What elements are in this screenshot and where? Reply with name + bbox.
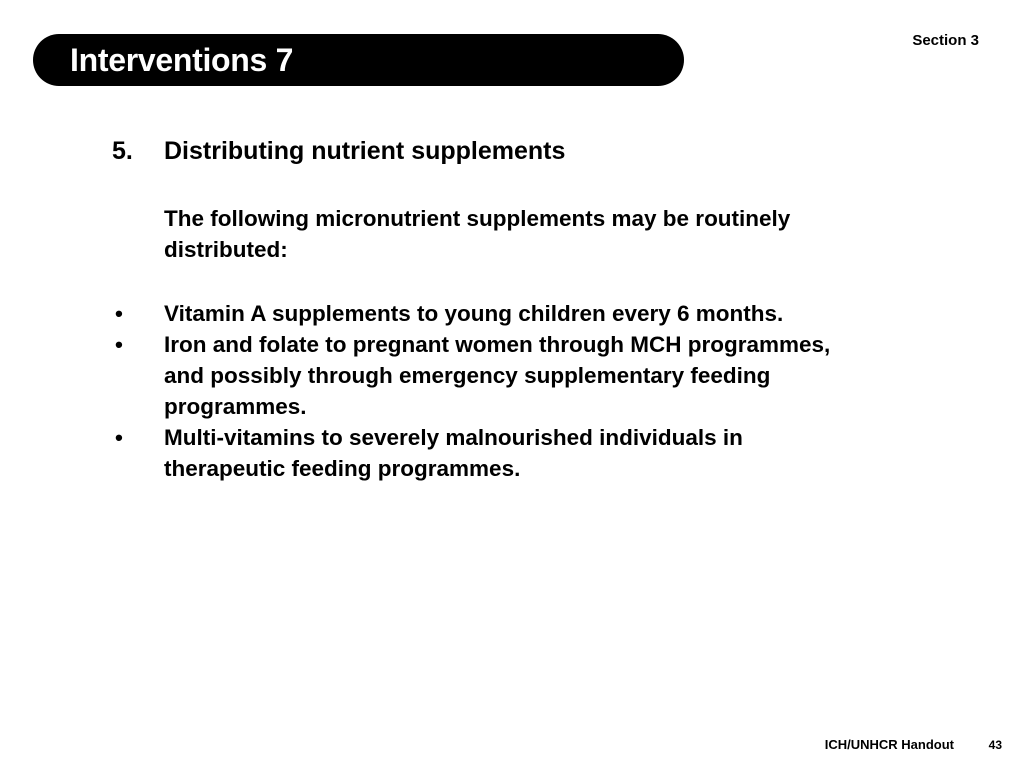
list-item-text: Multi-vitamins to severely malnourished individuals in therapeutic feeding programmes. xyxy=(164,425,743,481)
bullet-list xyxy=(112,298,912,484)
section-label: Section 3 xyxy=(912,32,979,49)
bullet-icon: • xyxy=(115,425,123,450)
list-item-text: Iron and folate to pregnant women through MCH programmes, and possibly through emergency supplementary feeding programmes. xyxy=(164,332,831,419)
bullet-icon: • xyxy=(115,332,123,357)
slide-content xyxy=(112,135,912,484)
bullet-icon: • xyxy=(115,301,123,326)
footer-source: ICH/UNHCR Handout xyxy=(824,737,954,752)
heading-row xyxy=(112,135,912,167)
heading-text: Distributing nutrient supplements xyxy=(164,137,566,165)
list-item xyxy=(112,329,912,422)
list-item-text: Vitamin A supplements to young children every 6 months. xyxy=(164,301,784,326)
slide-title: Interventions 7 xyxy=(70,41,294,78)
heading-number: 5. xyxy=(112,137,133,165)
list-item xyxy=(112,422,912,484)
title-bar xyxy=(33,34,684,86)
list-item xyxy=(112,298,912,329)
intro-paragraph: The following micronutrient supplements may be routinely distributed: xyxy=(164,206,791,262)
page-number: 43 xyxy=(988,738,1002,752)
